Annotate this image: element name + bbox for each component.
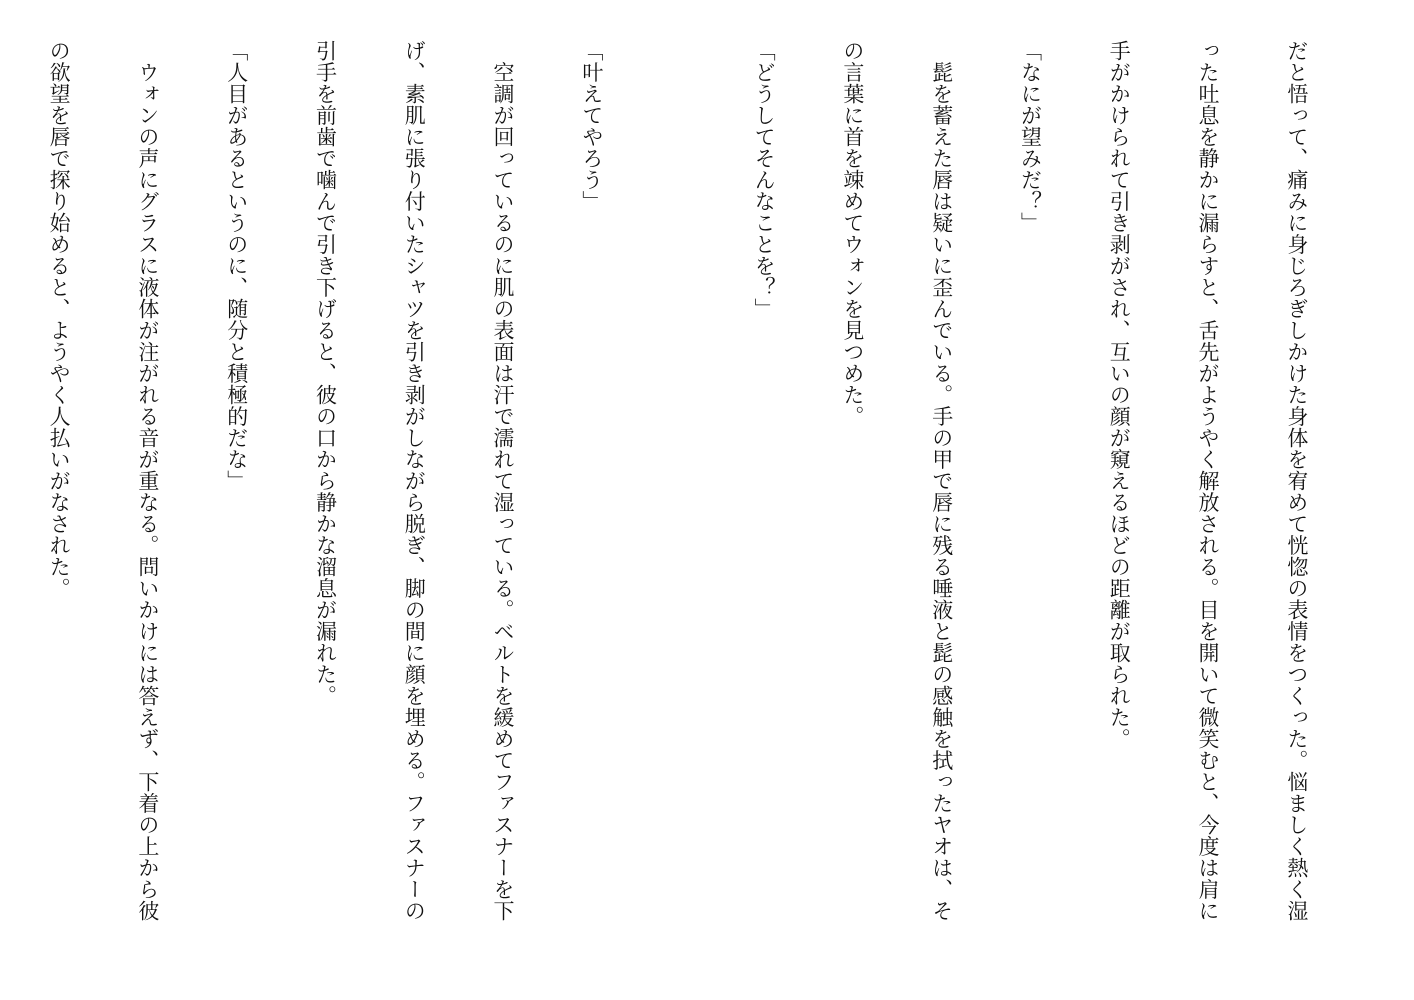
text-line: 「人目があるというのに、随分と積極的だな」 <box>224 40 249 492</box>
text-line: 髭を蓄えた唇は疑いに歪んでいる。手の甲で唇に残る唾液と髭の感触を拭ったヤオは、そ <box>929 40 954 922</box>
text-line: 「なにが望みだ？」 <box>1018 40 1043 234</box>
text-line: 手がかけられて引き剥がされ、互いの顔が窺えるほどの距離が取られた。 <box>1107 40 1132 750</box>
text-line: 「どうしてそんなことを？」 <box>752 40 777 320</box>
text-line: 空調が回っているのに肌の表面は汗で濡れて湿っている。ベルトを緩めてファスナーを下 <box>491 40 516 922</box>
text-line: った吐息を静かに漏らすと、舌先がようやく解放される。目を開いて微笑むと、今度は肩に <box>1196 40 1221 922</box>
text-line: だと悟って、痛みに身じろぎしかけた身体を宥めて恍惚の表情をつくった。悩ましく熱く湿 <box>1284 40 1309 922</box>
text-line: の言葉に首を竦めてウォンを見つめた。 <box>840 40 865 427</box>
text-line: の欲望を唇で探り始めると、ようやく人払いがなされた。 <box>47 40 72 599</box>
text-line: げ、素肌に張り付いたシャツを引き剥がしながら脱ぎ、脚の間に顔を埋める。ファスナーの <box>402 40 427 922</box>
left-page-text <box>0 40 665 960</box>
text-line: ウォンの声にグラスに液体が注がれる音が重なる。問いかけには答えず、下着の上から彼 <box>135 40 160 922</box>
text-line: 「叶えてやろう」 <box>579 40 604 212</box>
right-page-text <box>707 40 1370 960</box>
text-line: 引手を前歯で噛んで引き下げると、彼の口から静かな溜息が漏れた。 <box>313 40 338 707</box>
right-page <box>707 0 1414 1000</box>
